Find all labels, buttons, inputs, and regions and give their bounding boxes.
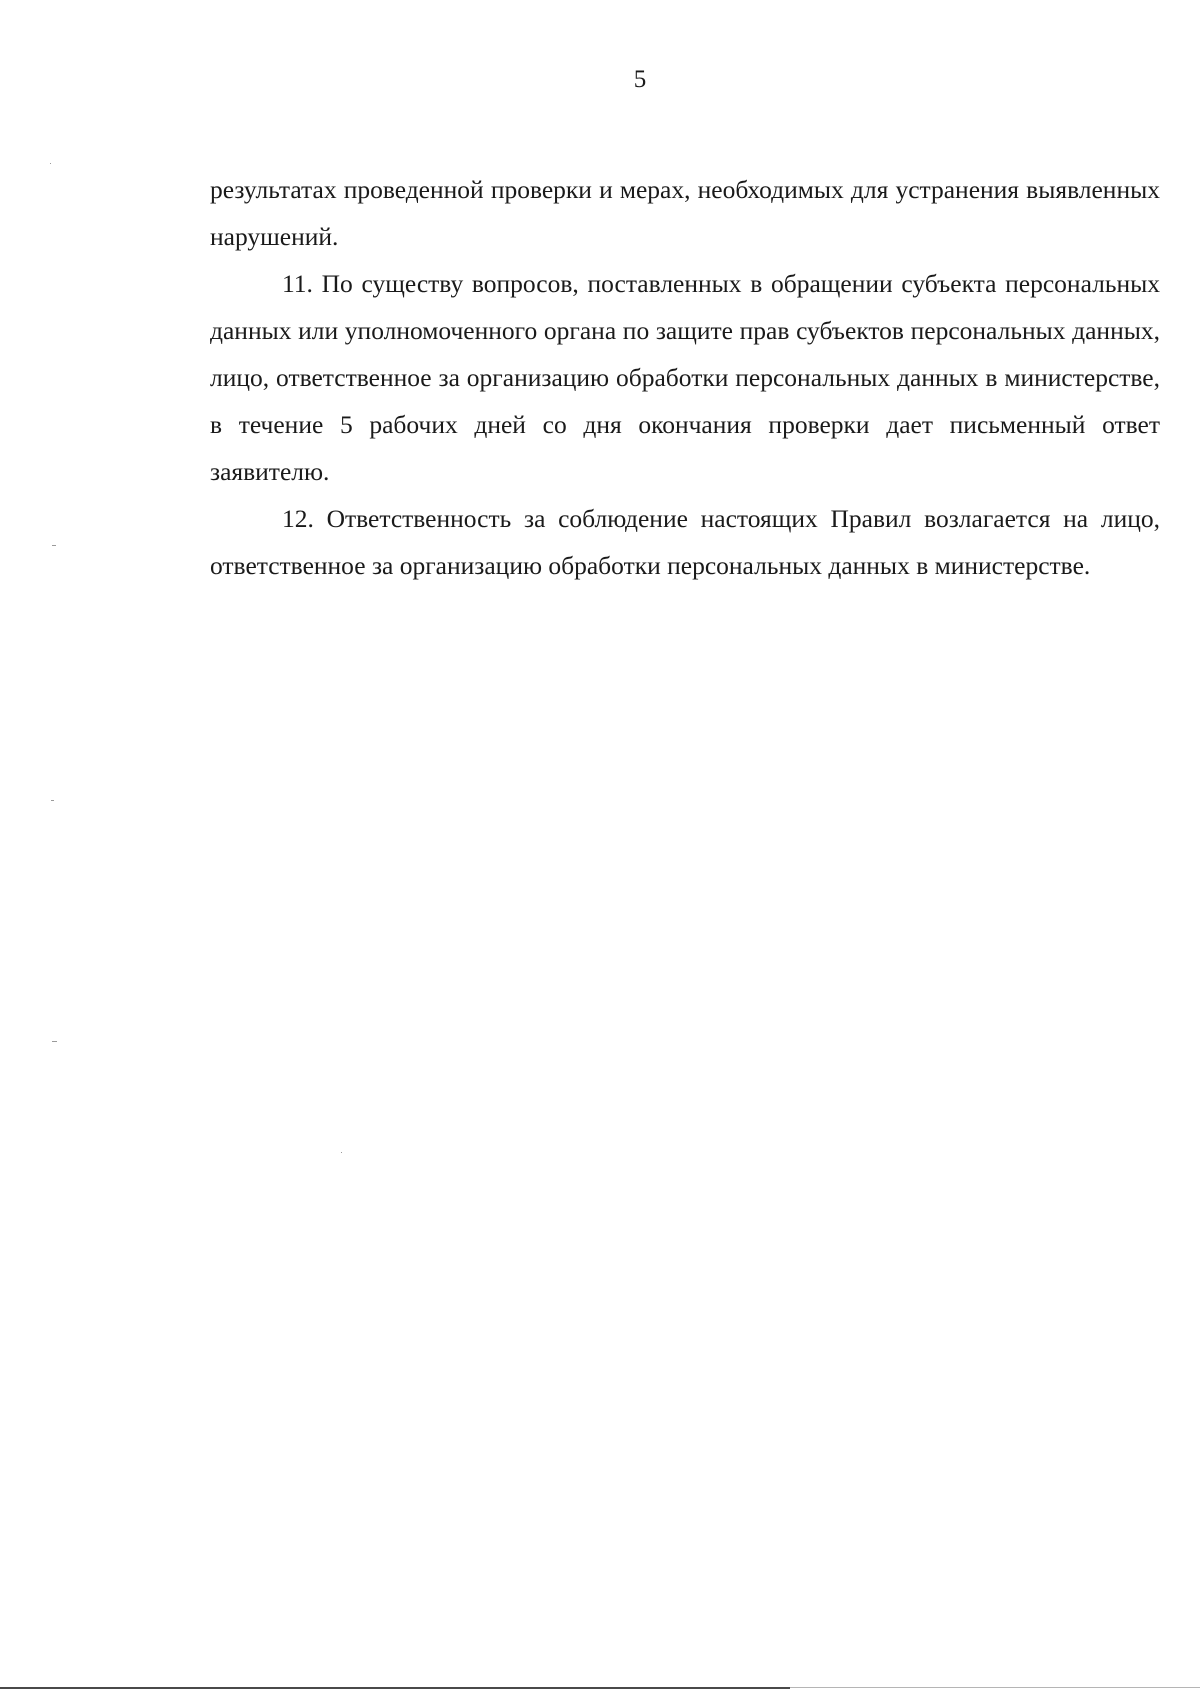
scan-speck: [52, 1041, 57, 1042]
paragraph-item-11: 11. По существу вопросов, поставленных в обращении субъекта персональных данных или уполномоченного органа по защите прав субъектов персональных данных, лицо, ответственное за организацию обработки персональных данных в министерстве, в течение 5 рабочих дней со дня окончания проверки дает письменный ответ заявителю.: [210, 269, 1160, 486]
scan-edge-line: [0, 1687, 790, 1689]
scan-edge-line-faint: [790, 1687, 1200, 1688]
scan-speck: [341, 1152, 342, 1153]
page-number: 5: [633, 66, 647, 93]
paragraph-continuation: результатах проведенной проверки и мерах, необходимых для устранения выявленных нарушений.: [210, 175, 1160, 251]
paragraph-item-12: 12. Ответственность за соблюдение настоящих Правил возлагается на лицо, ответственное за организацию обработки персональных данных в министерстве.: [210, 504, 1160, 580]
document-body: [210, 166, 1160, 589]
scan-speck: [50, 163, 51, 164]
scan-speck: [51, 800, 54, 801]
scan-speck: [52, 545, 56, 546]
